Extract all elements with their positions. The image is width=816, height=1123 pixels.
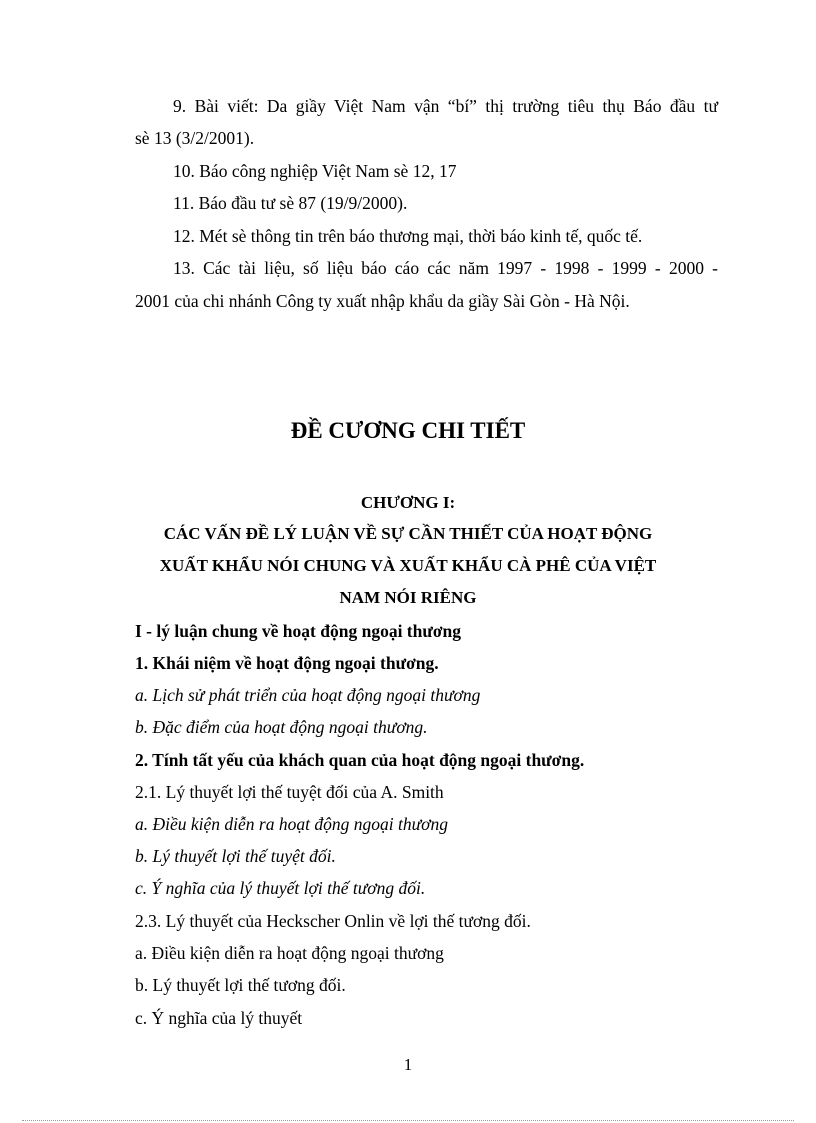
outline-item-2-1c: c. Ý nghĩa của lý thuyết lợi thế tương đối.	[135, 878, 426, 898]
outline-item-2-3b: b. Lý thuyết lợi thế tương đối.	[135, 975, 346, 995]
outline-item-2-3a: a. Điều kiện diễn ra hoạt động ngoại thương	[135, 943, 444, 963]
outline-item-2-1a: a. Điều kiện diễn ra hoạt động ngoại thương	[135, 814, 448, 834]
reference-11: 11. Báo đầu tư sè 87 (19/9/2000).	[173, 193, 408, 213]
reference-10: 10. Báo công nghiệp Việt Nam sè 12, 17	[173, 161, 457, 181]
chapter-title-line-2: XUẤT KHẨU NÓI CHUNG VÀ XUẤT KHẨU CÀ PHÊ CỦA VIỆT	[159, 556, 657, 575]
chapter-label: CHƯƠNG I:	[360, 493, 456, 512]
outline-item-1: 1. Khái niệm về hoạt động ngoại thương.	[135, 653, 439, 673]
outline-item-2-3c: c. Ý nghĩa của lý thuyết	[135, 1008, 303, 1028]
reference-13-line-2: 2001 của chi nhánh Công ty xuất nhập khẩu da giầy Sài Gòn - Hà Nội.	[135, 291, 630, 311]
outline-item-2-1: 2.1. Lý thuyết lợi thế tuyệt đối của A. Smith	[135, 782, 444, 802]
chapter-title-line-1: CÁC VẤN ĐỀ LÝ LUẬN VỀ SỰ CẦN THIẾT CỦA HOẠT ĐỘNG	[163, 524, 653, 543]
chapter-title-line-3: NAM NÓI RIÊNG	[339, 588, 477, 607]
page-bottom-divider	[22, 1120, 794, 1121]
outline-item-2: 2. Tính tất yếu của khách quan của hoạt động ngoại thương.	[135, 750, 585, 770]
page-number: 1	[403, 1055, 413, 1074]
outline-item-1a: a. Lịch sử phát triển của hoạt động ngoại thương	[135, 685, 481, 705]
reference-12: 12. Mét sè thông tin trên báo thương mại, thời báo kinh tế, quốc tế.	[173, 226, 643, 246]
outline-section-i: I - lý luận chung về hoạt động ngoại thương	[135, 621, 462, 641]
outline-item-1b: b. Đặc điểm của hoạt động ngoại thương.	[135, 717, 428, 737]
reference-13-line-1: 13. Các tài liệu, số liệu báo cáo các năm 1997 - 1998 - 1999 - 2000 -	[173, 258, 718, 278]
outline-item-2-3: 2.3. Lý thuyết của Heckscher Onlin về lợi thế tương đối.	[135, 911, 531, 931]
reference-9-line-2: sè 13 (3/2/2001).	[135, 128, 255, 148]
outline-item-2-1b: b. Lý thuyết lợi thế tuyệt đối.	[135, 846, 336, 866]
outline-title: ĐỀ CƯƠNG CHI TIẾT	[290, 418, 526, 443]
reference-9-line-1: 9. Bài viết: Da giầy Việt Nam vận “bí” thị trường tiêu thụ Báo đầu tư	[173, 96, 718, 116]
